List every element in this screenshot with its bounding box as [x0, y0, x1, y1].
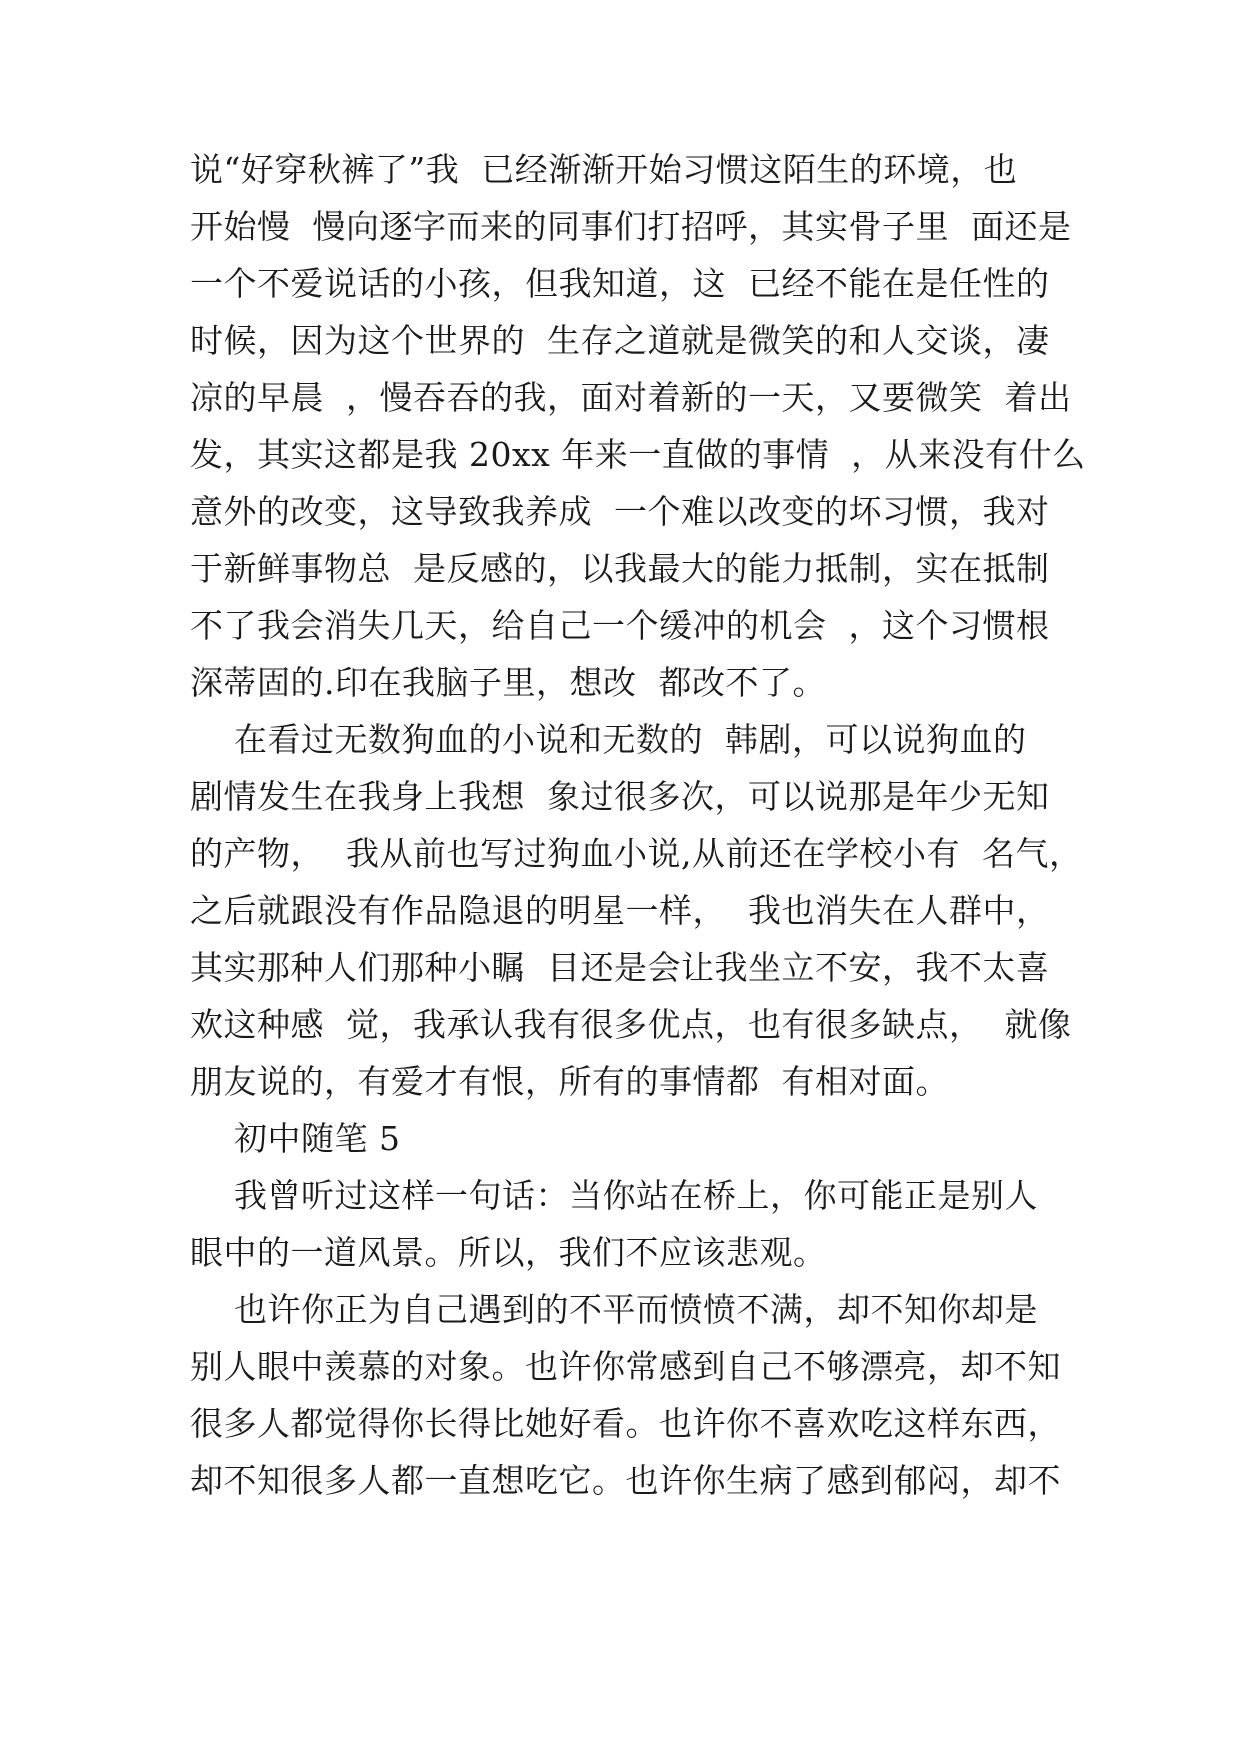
- text-line: 很多人都觉得你长得比她好看。也许你不喜欢吃这样东西，: [190, 1404, 1061, 1443]
- text-line: 于新鲜事物总 是反感的，以我最大的能力抵制，实在抵制: [190, 549, 1050, 588]
- text-line: 不了我会消失几天，给自己一个缓冲的机会 ，这个习惯根: [190, 606, 1050, 645]
- paragraph-start-line: 在看过无数狗血的小说和无数的 韩剧，可以说狗血的: [190, 720, 1027, 759]
- text-line: 开始慢 慢向逐字而来的同事们打招呼，其实骨子里 面还是: [190, 207, 1072, 246]
- text-line: 发，其实这都是我 20xx 年来一直做的事情 ，从来没有什么: [190, 435, 1086, 474]
- text-line: 凉的早晨 ，慢吞吞的我，面对着新的一天，又要微笑 着出: [190, 378, 1072, 417]
- text-line: 说“好穿秋裤了”我 已经渐渐开始习惯这陌生的环境，也: [190, 150, 1018, 189]
- section-heading: 初中随笔 5: [190, 1119, 401, 1158]
- text-line: 眼中的一道风景。所以，我们不应该悲观。: [190, 1233, 827, 1272]
- text-line: 别人眼中羡慕的对象。也许你常感到自己不够漂亮，却不知: [190, 1347, 1061, 1386]
- text-line: 之后就跟没有作品隐退的明星一样， 我也消失在人群中，: [190, 891, 1050, 930]
- paragraph-start-line: 也许你正为自己遇到的不平而愤愤不满，却不知你却是: [190, 1290, 1038, 1329]
- text-line: 的产物， 我从前也写过狗血小说,从前还在学校小有 名气，: [190, 834, 1083, 873]
- text-line: 意外的改变，这导致我养成 一个难以改变的坏习惯，我对: [190, 492, 1050, 531]
- text-line: 欢这种感 觉，我承认我有很多优点，也有很多缺点， 就像: [190, 1005, 1072, 1044]
- text-line: 剧情发生在我身上我想 象过很多次，可以说那是年少无知: [190, 777, 1050, 816]
- text-line: 其实那种人们那种小瞩 目还是会让我坐立不安，我不太喜: [190, 948, 1050, 987]
- text-line: 时候，因为这个世界的 生存之道就是微笑的和人交谈，凄: [190, 321, 1050, 360]
- text-line: 深蒂固的.印在我脑子里，想改 都改不了。: [190, 663, 826, 702]
- text-line: 却不知很多人都一直想吃它。也许你生病了感到郁闷，却不: [190, 1461, 1061, 1500]
- text-line: 朋友说的，有爱才有恨，所有的事情都 有相对面。: [190, 1062, 949, 1101]
- text-line: 一个不爱说话的小孩，但我知道，这 已经不能在是任性的: [190, 264, 1050, 303]
- paragraph-start-line: 我曾听过这样一句话：当你站在桥上，你可能正是别人: [190, 1176, 1038, 1215]
